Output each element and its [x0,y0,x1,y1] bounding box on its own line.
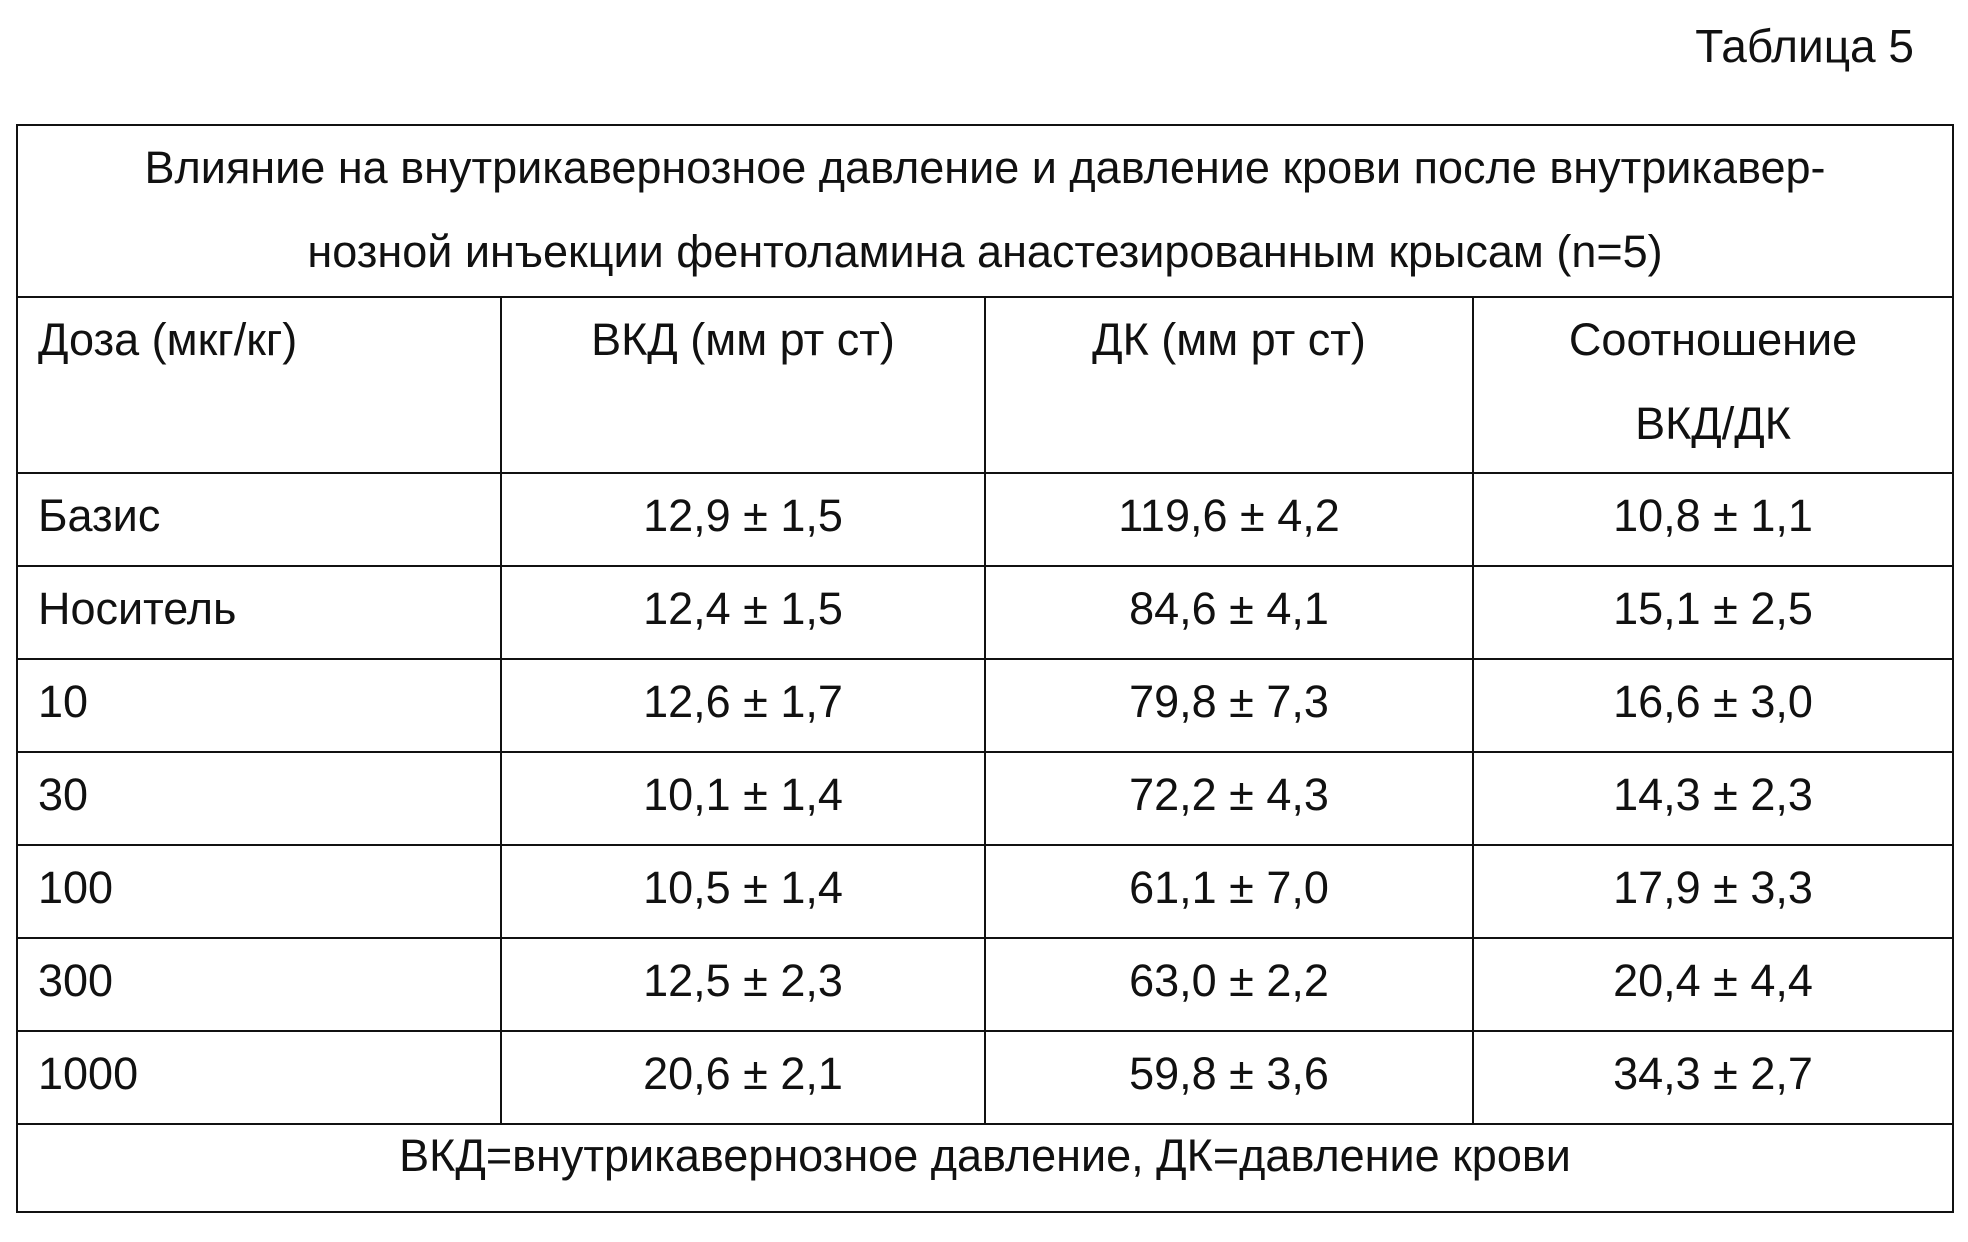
header-ratio [1473,297,1953,473]
cell-icp: 12,9 ± 1,5 [501,473,985,566]
cell-icp: 10,5 ± 1,4 [501,845,985,938]
cell-ratio: 34,3 ± 2,7 [1473,1031,1953,1124]
cell-bp: 61,1 ± 7,0 [985,845,1473,938]
table-row [17,752,1953,845]
cell-dose: 1000 [17,1031,501,1124]
results-table [16,124,1954,1213]
footnote-row [17,1124,1953,1212]
header-ratio-line-1: Соотношение [1568,314,1858,365]
cell-dose: 30 [17,752,501,845]
table-row [17,845,1953,938]
cell-bp: 79,8 ± 7,3 [985,659,1473,752]
table-row [17,473,1953,566]
table-title [17,125,1953,297]
table-title-line-1: Влияние на внутрикавернозное давление и давление крови после внутрикавер- [144,142,1826,193]
cell-ratio: 16,6 ± 3,0 [1473,659,1953,752]
cell-bp: 84,6 ± 4,1 [985,566,1473,659]
cell-dose: Базис [17,473,501,566]
cell-dose: Носитель [17,566,501,659]
cell-icp: 12,4 ± 1,5 [501,566,985,659]
header-row [17,297,1953,473]
table-title-line-2: нозной инъекции фентоламина анастезированным крысам (n=5) [307,226,1663,277]
cell-dose: 300 [17,938,501,1031]
table-row [17,659,1953,752]
cell-bp: 119,6 ± 4,2 [985,473,1473,566]
cell-dose: 10 [17,659,501,752]
header-ratio-line-2: ВКД/ДК [1635,398,1791,449]
table-number: Таблица 5 [1695,20,1914,72]
header-bp: ДК (мм рт ст) [985,297,1473,473]
table-row [17,938,1953,1031]
header-dose: Доза (мкг/кг) [17,297,501,473]
cell-icp: 20,6 ± 2,1 [501,1031,985,1124]
table-row [17,566,1953,659]
cell-ratio: 17,9 ± 3,3 [1473,845,1953,938]
cell-ratio: 20,4 ± 4,4 [1473,938,1953,1031]
header-icp: ВКД (мм рт ст) [501,297,985,473]
cell-dose: 100 [17,845,501,938]
cell-ratio: 14,3 ± 2,3 [1473,752,1953,845]
title-row [17,125,1953,297]
table-footnote: ВКД=внутрикавернозное давление, ДК=давление крови [17,1124,1953,1212]
cell-icp: 12,5 ± 2,3 [501,938,985,1031]
cell-ratio: 15,1 ± 2,5 [1473,566,1953,659]
cell-ratio: 10,8 ± 1,1 [1473,473,1953,566]
cell-bp: 72,2 ± 4,3 [985,752,1473,845]
table-row [17,1031,1953,1124]
cell-icp: 12,6 ± 1,7 [501,659,985,752]
cell-icp: 10,1 ± 1,4 [501,752,985,845]
cell-bp: 59,8 ± 3,6 [985,1031,1473,1124]
cell-bp: 63,0 ± 2,2 [985,938,1473,1031]
